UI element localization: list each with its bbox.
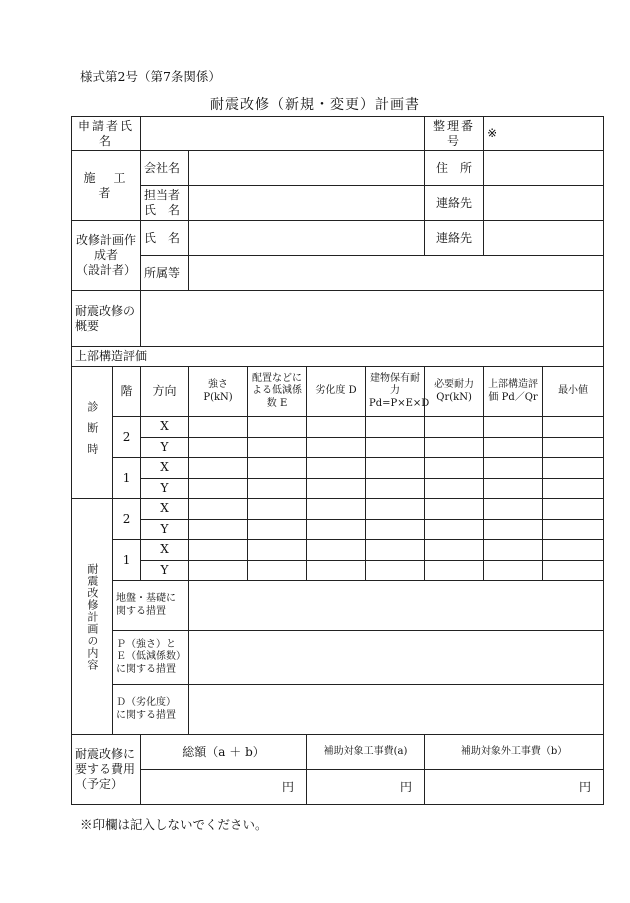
table-cell[interactable] xyxy=(307,519,366,540)
table-cell[interactable] xyxy=(189,540,248,561)
contractor-label: 施 工 者 xyxy=(72,151,141,221)
table-cell[interactable] xyxy=(248,540,307,561)
table-cell[interactable] xyxy=(189,560,248,581)
table-cell[interactable] xyxy=(248,519,307,540)
person-in-charge-field[interactable] xyxy=(189,186,425,221)
designer-label xyxy=(72,221,141,291)
plan-floor-2: 2 xyxy=(113,499,141,540)
table-cell[interactable] xyxy=(484,458,543,479)
non-subsidy-cost-field[interactable] xyxy=(425,770,604,805)
page-title: 耐震改修（新規・変更）計画書 xyxy=(210,97,420,113)
table-cell[interactable] xyxy=(425,437,484,458)
non-subsidy-cost-label: 補助対象外工事費（b） xyxy=(425,735,604,770)
applicant-name-label: 申請者氏名 xyxy=(72,117,141,151)
table-cell[interactable] xyxy=(366,478,425,499)
table-cell[interactable] xyxy=(484,560,543,581)
table-cell[interactable] xyxy=(366,417,425,438)
plan-content-label-text: 耐震改修計画の内容 xyxy=(85,562,99,671)
subsidy-cost-label: 補助対象工事費(a) xyxy=(307,735,425,770)
d-measure-field[interactable] xyxy=(189,685,604,735)
reduction-header: 配置などによる低減係数 E xyxy=(248,367,307,417)
company-name-label: 会社名 xyxy=(141,151,189,186)
plan-f1-dir-x: X xyxy=(141,540,189,561)
plan-form-table xyxy=(71,116,604,805)
table-cell[interactable] xyxy=(307,417,366,438)
table-cell[interactable] xyxy=(307,560,366,581)
strength-header: 強さ P(kN) xyxy=(189,367,248,417)
plan-content-label xyxy=(72,499,113,735)
summary-field[interactable] xyxy=(141,291,604,347)
total-cost-label: 総額（a ＋ b） xyxy=(141,735,307,770)
ground-measure-label: 地盤・基礎に関する措置 xyxy=(113,581,189,631)
table-cell[interactable] xyxy=(425,458,484,479)
table-cell[interactable] xyxy=(484,499,543,520)
table-cell[interactable] xyxy=(248,499,307,520)
designer-contact-field[interactable] xyxy=(484,221,604,256)
subsidy-cost-unit: 円 xyxy=(400,779,413,794)
diag-f2-dir-x: X xyxy=(141,417,189,438)
table-cell[interactable] xyxy=(248,478,307,499)
table-cell[interactable] xyxy=(307,540,366,561)
diagnosis-label-text: 診断時 xyxy=(85,401,99,464)
ground-measure-field[interactable] xyxy=(189,581,604,631)
table-cell[interactable] xyxy=(543,519,604,540)
designer-name-field[interactable] xyxy=(189,221,425,256)
table-cell[interactable] xyxy=(425,519,484,540)
table-cell[interactable] xyxy=(248,458,307,479)
footnote: ※印欄は記入しないでください。 xyxy=(80,817,268,832)
table-cell[interactable] xyxy=(366,540,425,561)
pe-measure-label: Ｐ（強さ）とＥ（低減係数）に関する措置 xyxy=(113,631,189,685)
table-cell[interactable] xyxy=(484,437,543,458)
table-cell[interactable] xyxy=(484,417,543,438)
table-cell[interactable] xyxy=(189,417,248,438)
min-value-header: 最小値 xyxy=(543,367,604,417)
table-cell[interactable] xyxy=(189,519,248,540)
table-cell[interactable] xyxy=(189,499,248,520)
table-cell[interactable] xyxy=(366,458,425,479)
required-capacity-header: 必要耐力 Qr(kN) xyxy=(425,367,484,417)
table-cell[interactable] xyxy=(366,437,425,458)
non-subsidy-cost-unit: 円 xyxy=(579,779,592,794)
table-cell[interactable] xyxy=(543,540,604,561)
deterioration-header: 劣化度 D xyxy=(307,367,366,417)
table-cell[interactable] xyxy=(425,478,484,499)
table-cell[interactable] xyxy=(543,458,604,479)
plan-f1-dir-y: Y xyxy=(141,560,189,581)
affiliation-label: 所属等 xyxy=(141,256,189,291)
contractor-address-label: 住 所 xyxy=(425,151,484,186)
person-label-line2: 氏 名 xyxy=(144,203,181,217)
summary-label: 耐震改修の概要 xyxy=(72,291,141,347)
table-cell[interactable] xyxy=(543,417,604,438)
table-cell[interactable] xyxy=(307,478,366,499)
plan-f2-dir-y: Y xyxy=(141,519,189,540)
form-number: 様式第2号（第7条関係） xyxy=(80,69,221,84)
table-cell[interactable] xyxy=(543,478,604,499)
diag-floor-1: 1 xyxy=(113,458,141,499)
diag-f1-dir-x: X xyxy=(141,458,189,479)
table-cell[interactable] xyxy=(307,458,366,479)
table-cell[interactable] xyxy=(543,499,604,520)
table-cell[interactable] xyxy=(248,560,307,581)
serial-mark: ※ xyxy=(487,126,498,140)
upper-eval-section-label: 上部構造評価 xyxy=(72,347,604,367)
table-cell[interactable] xyxy=(425,560,484,581)
table-cell[interactable] xyxy=(484,519,543,540)
table-cell[interactable] xyxy=(366,560,425,581)
diag-floor-2: 2 xyxy=(113,417,141,458)
holding-capacity-header: 建物保有耐力 Pd=P×E×D xyxy=(366,367,425,417)
diag-f1-dir-y: Y xyxy=(141,478,189,499)
company-name-field[interactable] xyxy=(189,151,425,186)
table-cell[interactable] xyxy=(425,417,484,438)
contractor-contact-field[interactable] xyxy=(484,186,604,221)
subsidy-cost-field[interactable] xyxy=(307,770,425,805)
person-in-charge-label xyxy=(141,186,189,221)
diagnosis-label xyxy=(72,367,113,499)
designer-label-line1: 改修計画作成者 xyxy=(76,233,137,262)
contractor-contact-label: 連絡先 xyxy=(425,186,484,221)
diag-f2-dir-y: Y xyxy=(141,437,189,458)
person-label-line1: 担当者 xyxy=(144,188,181,202)
table-cell[interactable] xyxy=(484,540,543,561)
designer-contact-label: 連絡先 xyxy=(425,221,484,256)
table-cell[interactable] xyxy=(366,519,425,540)
table-cell[interactable] xyxy=(425,540,484,561)
serial-number-field xyxy=(484,117,604,151)
serial-number-label: 整理番号 xyxy=(425,117,484,151)
table-cell[interactable] xyxy=(366,499,425,520)
floor-header: 階 xyxy=(113,367,141,417)
table-cell[interactable] xyxy=(543,560,604,581)
plan-f2-dir-x: X xyxy=(141,499,189,520)
total-cost-unit: 円 xyxy=(282,779,295,794)
pe-measure-field[interactable] xyxy=(189,631,604,685)
table-cell[interactable] xyxy=(248,417,307,438)
contractor-address-field[interactable] xyxy=(484,151,604,186)
table-cell[interactable] xyxy=(543,437,604,458)
table-cell[interactable] xyxy=(189,478,248,499)
table-cell[interactable] xyxy=(189,437,248,458)
affiliation-field[interactable] xyxy=(189,256,604,291)
d-measure-label: Ｄ（劣化度）に関する措置 xyxy=(113,685,189,735)
total-cost-field[interactable] xyxy=(141,770,307,805)
direction-header: 方向 xyxy=(141,367,189,417)
plan-floor-1: 1 xyxy=(113,540,141,581)
table-cell[interactable] xyxy=(484,478,543,499)
designer-label-line2: （設計者） xyxy=(76,263,137,277)
table-cell[interactable] xyxy=(248,437,307,458)
designer-name-label: 氏 名 xyxy=(141,221,189,256)
cost-label: 耐震改修に要する費用（予定） xyxy=(72,735,141,805)
table-cell[interactable] xyxy=(307,437,366,458)
applicant-name-field[interactable] xyxy=(141,117,425,151)
table-cell[interactable] xyxy=(425,499,484,520)
table-cell[interactable] xyxy=(189,458,248,479)
upper-eval-header: 上部構造評価 Pd／Qr xyxy=(484,367,543,417)
table-cell[interactable] xyxy=(307,499,366,520)
